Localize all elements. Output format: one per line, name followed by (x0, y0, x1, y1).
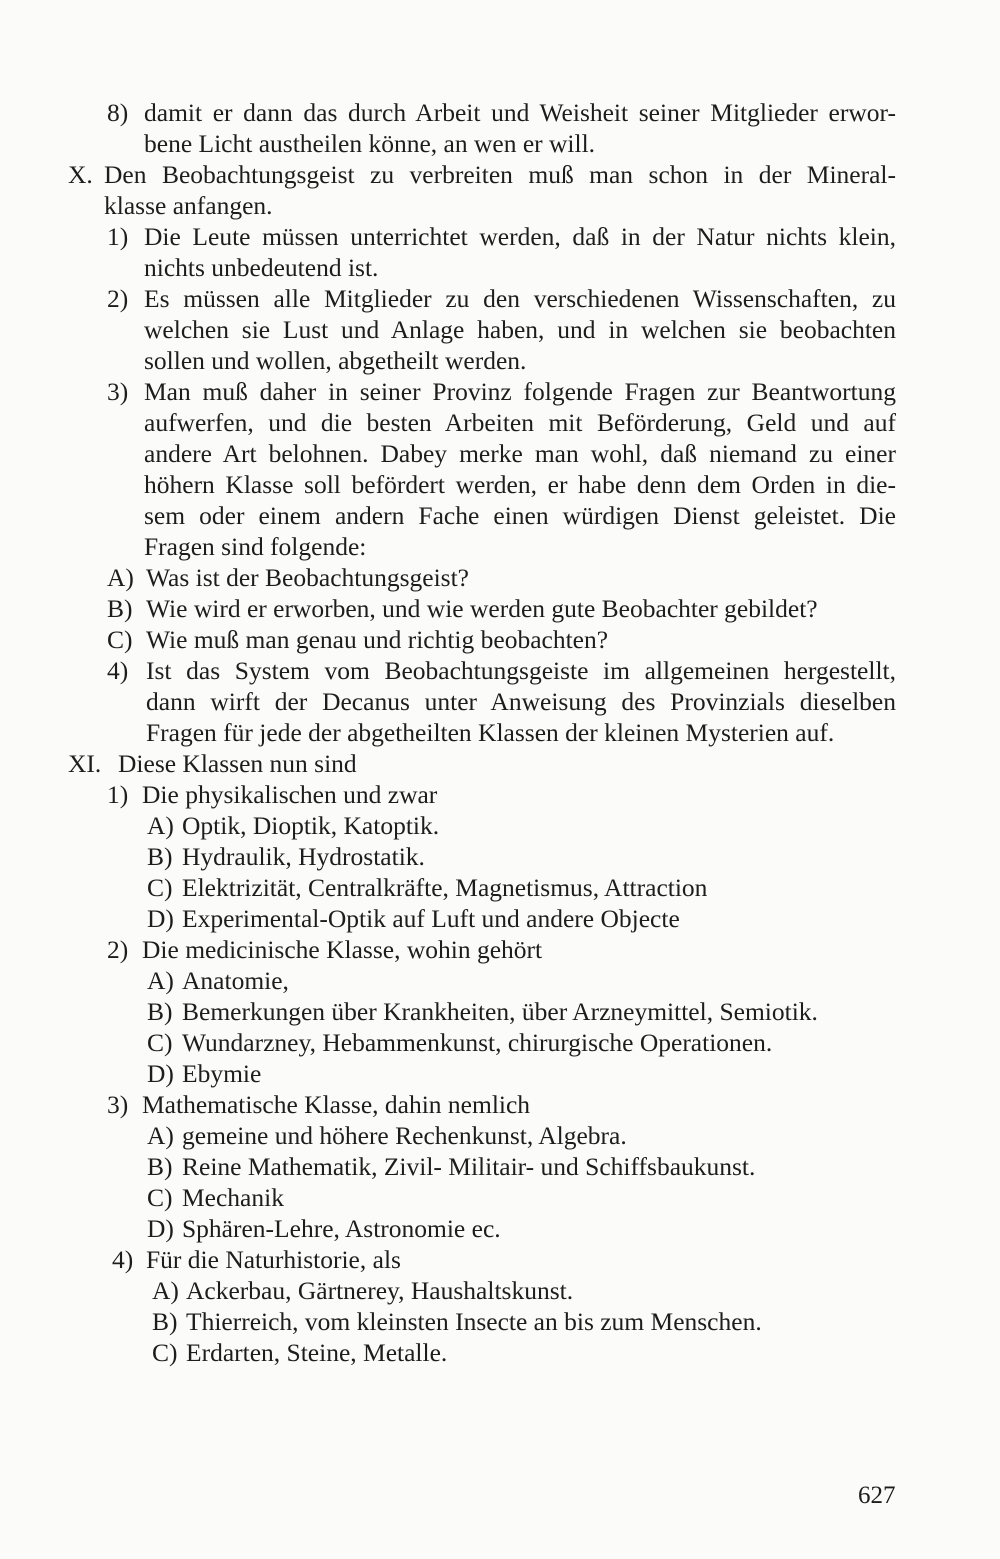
text-line: Hydraulik, Hydrostatik. (182, 842, 425, 871)
item-number: 1) (107, 222, 129, 251)
text-line: Mechanik (182, 1183, 284, 1212)
item-letter: A) (107, 563, 134, 592)
item-letter: D) (147, 1214, 174, 1243)
item-letter: C) (147, 1028, 173, 1057)
text-line: dann wirft der Decanus unter Anweisung des Provinzials dieselben (146, 687, 896, 716)
text-line: gemeine und höhere Rechenkunst, Algebra. (182, 1121, 627, 1150)
text-line: Diese Klassen nun sind (118, 749, 357, 778)
text-line: Die Leute müssen unterrichtet werden, daß in der Natur nichts klein, (144, 222, 896, 251)
text-line: Sphären-Lehre, Astronomie ec. (182, 1214, 501, 1243)
item-letter: A) (147, 811, 174, 840)
text-line: Was ist der Beobachtungsgeist? (146, 563, 469, 592)
text-line: Man muß daher in seiner Provinz folgende Fragen zur Beantwortung (144, 377, 896, 406)
item-letter: B) (147, 842, 173, 871)
item-letter: C) (147, 1183, 173, 1212)
item-letter: A) (147, 1121, 174, 1150)
item-number: 8) (107, 98, 129, 127)
text-line: Die medicinische Klasse, wohin gehört (142, 935, 543, 964)
text-line: Wie muß man genau und richtig beobachten? (146, 625, 609, 654)
item-number: 3) (107, 1090, 129, 1119)
text-line: aufwerfen, und die besten Arbeiten mit Beförderung, Geld und auf (144, 408, 896, 437)
item-letter: B) (147, 997, 173, 1026)
item-letter: B) (107, 594, 133, 623)
text-line: sem oder einem andern Fache einen würdigen Dienst geleistet. Die (144, 501, 896, 530)
text-line: Reine Mathematik, Zivil- Militair- und Schiffsbaukunst. (182, 1152, 756, 1181)
text-line: Erdarten, Steine, Metalle. (186, 1338, 448, 1367)
section-number: X. (68, 160, 93, 189)
item-number: 4) (112, 1245, 134, 1274)
item-letter: C) (107, 625, 133, 654)
text-line: höhern Klasse soll befördert werden, er habe denn dem Orden in die- (144, 470, 896, 499)
page-number: 627 (858, 1482, 896, 1509)
text-line: Bemerkungen über Krankheiten, über Arzneymittel, Semiotik. (182, 997, 818, 1026)
item-number: 2) (107, 284, 129, 313)
item-letter: A) (152, 1276, 179, 1305)
text-line: Für die Naturhistorie, als (146, 1245, 401, 1274)
item-letter: D) (147, 904, 174, 933)
item-letter: B) (147, 1152, 173, 1181)
text-line: sollen und wollen, abgetheilt werden. (144, 346, 527, 375)
text-line: welchen sie Lust und Anlage haben, und in welchen sie beobachten (144, 315, 896, 344)
item-letter: A) (147, 966, 174, 995)
text-line: nichts unbedeutend ist. (144, 253, 379, 282)
text-line: Die physikalischen und zwar (142, 780, 438, 809)
text-line: Elektrizität, Centralkräfte, Magnetismus, Attraction (182, 873, 708, 902)
item-number: 1) (107, 780, 129, 809)
text-line: Fragen sind folgende: (144, 532, 367, 561)
text-line: Wundarzney, Hebammenkunst, chirurgische Operationen. (182, 1028, 773, 1057)
section-number: XI. (68, 749, 102, 778)
text-line: Den Beobachtungsgeist zu verbreiten muß man schon in der Mineral- (104, 160, 896, 189)
text-line: Fragen für jede der abgetheilten Klassen der kleinen Mysterien auf. (146, 718, 835, 747)
text-line: Ackerbau, Gärtnerey, Haushaltskunst. (186, 1276, 574, 1305)
text-line: Thierreich, vom kleinsten Insecte an bis zum Menschen. (186, 1307, 762, 1336)
item-letter: C) (147, 873, 173, 902)
text-line: Mathematische Klasse, dahin nemlich (142, 1090, 531, 1119)
text-line: klasse anfangen. (104, 191, 273, 220)
text-line: Wie wird er erworben, und wie werden gute Beobachter gebildet? (146, 594, 818, 623)
text-line: Ebymie (182, 1059, 262, 1088)
text-line: bene Licht austheilen könne, an wen er will. (144, 129, 596, 158)
item-letter: B) (152, 1307, 178, 1336)
item-letter: D) (147, 1059, 174, 1088)
text-line: andere Art belohnen. Dabey merke man wohl, daß niemand zu einer (144, 439, 896, 468)
item-letter: C) (152, 1338, 178, 1367)
text-line: Anatomie, (182, 966, 289, 995)
text-line: damit er dann das durch Arbeit und Weisheit seiner Mitglieder erwor- (144, 98, 896, 127)
text-line: Es müssen alle Mitglieder zu den verschiedenen Wissenschaften, zu (144, 284, 896, 313)
text-line: Ist das System vom Beobachtungsgeiste im allgemeinen hergestellt, (146, 656, 896, 685)
item-number: 3) (107, 377, 129, 406)
text-line: Optik, Dioptik, Katoptik. (182, 811, 440, 840)
item-number: 4) (107, 656, 129, 685)
text-line: Experimental-Optik auf Luft und andere Objecte (182, 904, 680, 933)
item-number: 2) (107, 935, 129, 964)
